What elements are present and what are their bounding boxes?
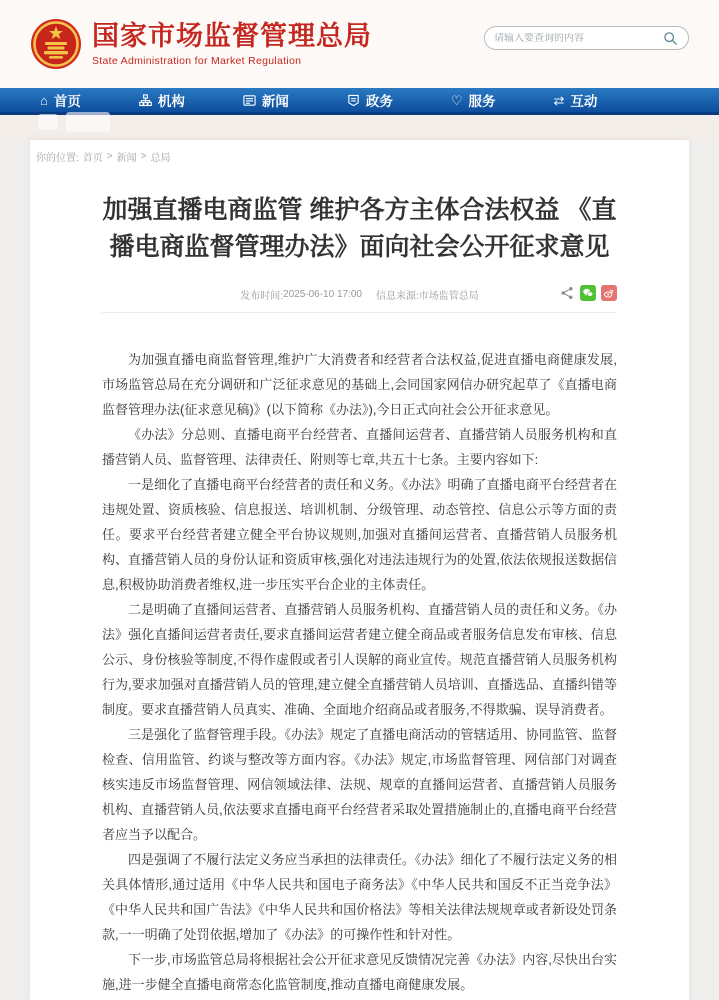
source-label: 信息来源: xyxy=(375,290,419,302)
home-icon: ⌂ xyxy=(40,92,48,108)
meta-divider xyxy=(102,312,617,313)
arrows-icon: ⇄ xyxy=(553,92,565,108)
share-icon[interactable] xyxy=(559,285,575,301)
nav-item-news[interactable] xyxy=(243,90,289,110)
article-paragraph: 三是强化了监督管理手段。《办法》规定了直播电商活动的管辖适用、协同监管、监督检查、信用监管、约谈与整改等方面内容。《办法》规定,市场监督管理、网信部门对调查核实违反市场监督管理、网信领域法律、法规、规章的直播间运营者、直播营销人员服务机构、直播营销人员,依法要求直播电商平台经营者采取处置措施制止的,直播电商平台经营者应当予以配合。 xyxy=(102,727,617,842)
article-paragraph: 《办法》分总则、直播电商平台经营者、直播间运营者、直播营销人员服务机构和直播营销人员、监督管理、法律责任、附则等七章,共五十七条。主要内容如下: xyxy=(102,427,617,467)
breadcrumb-prefix: 你的位置: xyxy=(36,153,79,164)
nav-label: 机构 xyxy=(157,94,185,109)
article-card xyxy=(30,140,689,1000)
main-nav xyxy=(0,88,719,115)
breadcrumb-separator: > xyxy=(106,151,113,162)
publish-time-value: 2025-06-10 17:00 xyxy=(283,288,362,300)
nav-label: 政务 xyxy=(365,94,393,109)
breadcrumb xyxy=(30,140,689,164)
nav-item-interact[interactable] xyxy=(554,90,598,110)
nav-label: 新闻 xyxy=(261,94,289,109)
search-icon[interactable] xyxy=(663,30,679,46)
nav-label: 服务 xyxy=(468,94,496,109)
article-paragraph: 四是强调了不履行法定义务应当承担的法律责任。《办法》细化了不履行法定义务的相关具体情形,通过适用《中华人民共和国电子商务法》《中华人民共和国反不正当竞争法》《中华人民共和国广告法》《中华人民共和国价格法》等相关法律法规规章或者新设处罚条款,一一明确了处罚依据,增加了《办法》的可操作性和针对性。 xyxy=(102,852,617,942)
heart-icon: ♡ xyxy=(450,92,463,108)
wechat-icon[interactable] xyxy=(580,285,596,301)
article-body xyxy=(102,347,617,997)
news-icon xyxy=(243,94,256,107)
nav-label: 互动 xyxy=(570,94,598,109)
site-header xyxy=(0,0,719,88)
org-chart-icon xyxy=(139,94,152,107)
source-value: 市场监管总局 xyxy=(418,290,479,302)
breadcrumb-item-home[interactable]: 首页 xyxy=(82,153,103,164)
article-title: 加强直播电商监管 维护各方主体合法权益 《直播电商监督管理办法》面向社会公开征求意见 xyxy=(102,196,617,261)
national-emblem-icon xyxy=(30,18,82,70)
banner-ghost-icon xyxy=(38,114,58,130)
search-input[interactable] xyxy=(494,33,663,44)
nav-item-service[interactable] xyxy=(451,90,496,110)
article-paragraph: 二是明确了直播间运营者、直播营销人员服务机构、直播营销人员的责任和义务。《办法》强化直播间运营者责任,要求直播间运营者建立健全商品或者服务信息发布审核、信息公示、身份核验等制度,不得作虚假或者引人误解的商业宣传。规范直播营销人员服务机构行为,要求加强对直播营销人员的管理,建立健全直播营销人员培训、直播选品、直播纠错等制度。要求直播营销人员真实、准确、全面地介绍商品或者服务,不得欺骗、误导消费者。 xyxy=(102,602,617,717)
nav-item-gov[interactable] xyxy=(347,90,393,110)
site-logo[interactable] xyxy=(30,18,372,70)
publish-time-label: 发布时间: xyxy=(240,290,284,302)
breadcrumb-separator: > xyxy=(140,151,147,162)
nav-item-home[interactable] xyxy=(40,90,81,110)
gov-doc-icon xyxy=(347,94,360,107)
weibo-icon[interactable] xyxy=(601,285,617,301)
site-name-en: State Administration for Market Regulation xyxy=(92,55,302,68)
article-meta xyxy=(102,285,617,303)
site-name: 国家市场监督管理总局 xyxy=(92,20,372,51)
search-box[interactable] xyxy=(484,26,689,50)
banner-ghost-label xyxy=(66,112,110,132)
breadcrumb-item-news[interactable]: 新闻 xyxy=(116,153,137,164)
share-bar xyxy=(559,285,617,301)
nav-item-org[interactable] xyxy=(139,90,185,110)
article-paragraph: 下一步,市场监管总局将根据社会公开征求意见反馈情况完善《办法》内容,尽快出台实施,进一步健全直播电商常态化监管制度,推动直播电商健康发展。 xyxy=(102,952,617,992)
breadcrumb-item-bureau[interactable]: 总局 xyxy=(150,153,171,164)
article-paragraph: 为加强直播电商监督管理,维护广大消费者和经营者合法权益,促进直播电商健康发展,市场监管总局在充分调研和广泛征求意见的基础上,会同国家网信办研究起草了《直播电商监督管理办法(征求意见稿)》(以下简称《办法》),今日正式向社会公开征求意见。 xyxy=(102,352,617,417)
nav-label: 首页 xyxy=(53,94,81,109)
article-paragraph: 一是细化了直播电商平台经营者的责任和义务。《办法》明确了直播电商平台经营者在违规处置、资质核验、信息报送、培训机制、分级管理、动态管控、信息公示等方面的责任。要求平台经营者建立健全平台协议规则,加强对直播间运营者、直播营销人员服务机构、直播营销人员的身份认证和资质审核,强化对违法违规行为的处置,依法依规报送数据信息,积极协助消费者维权,进一步压实平台企业的主体责任。 xyxy=(102,477,617,592)
